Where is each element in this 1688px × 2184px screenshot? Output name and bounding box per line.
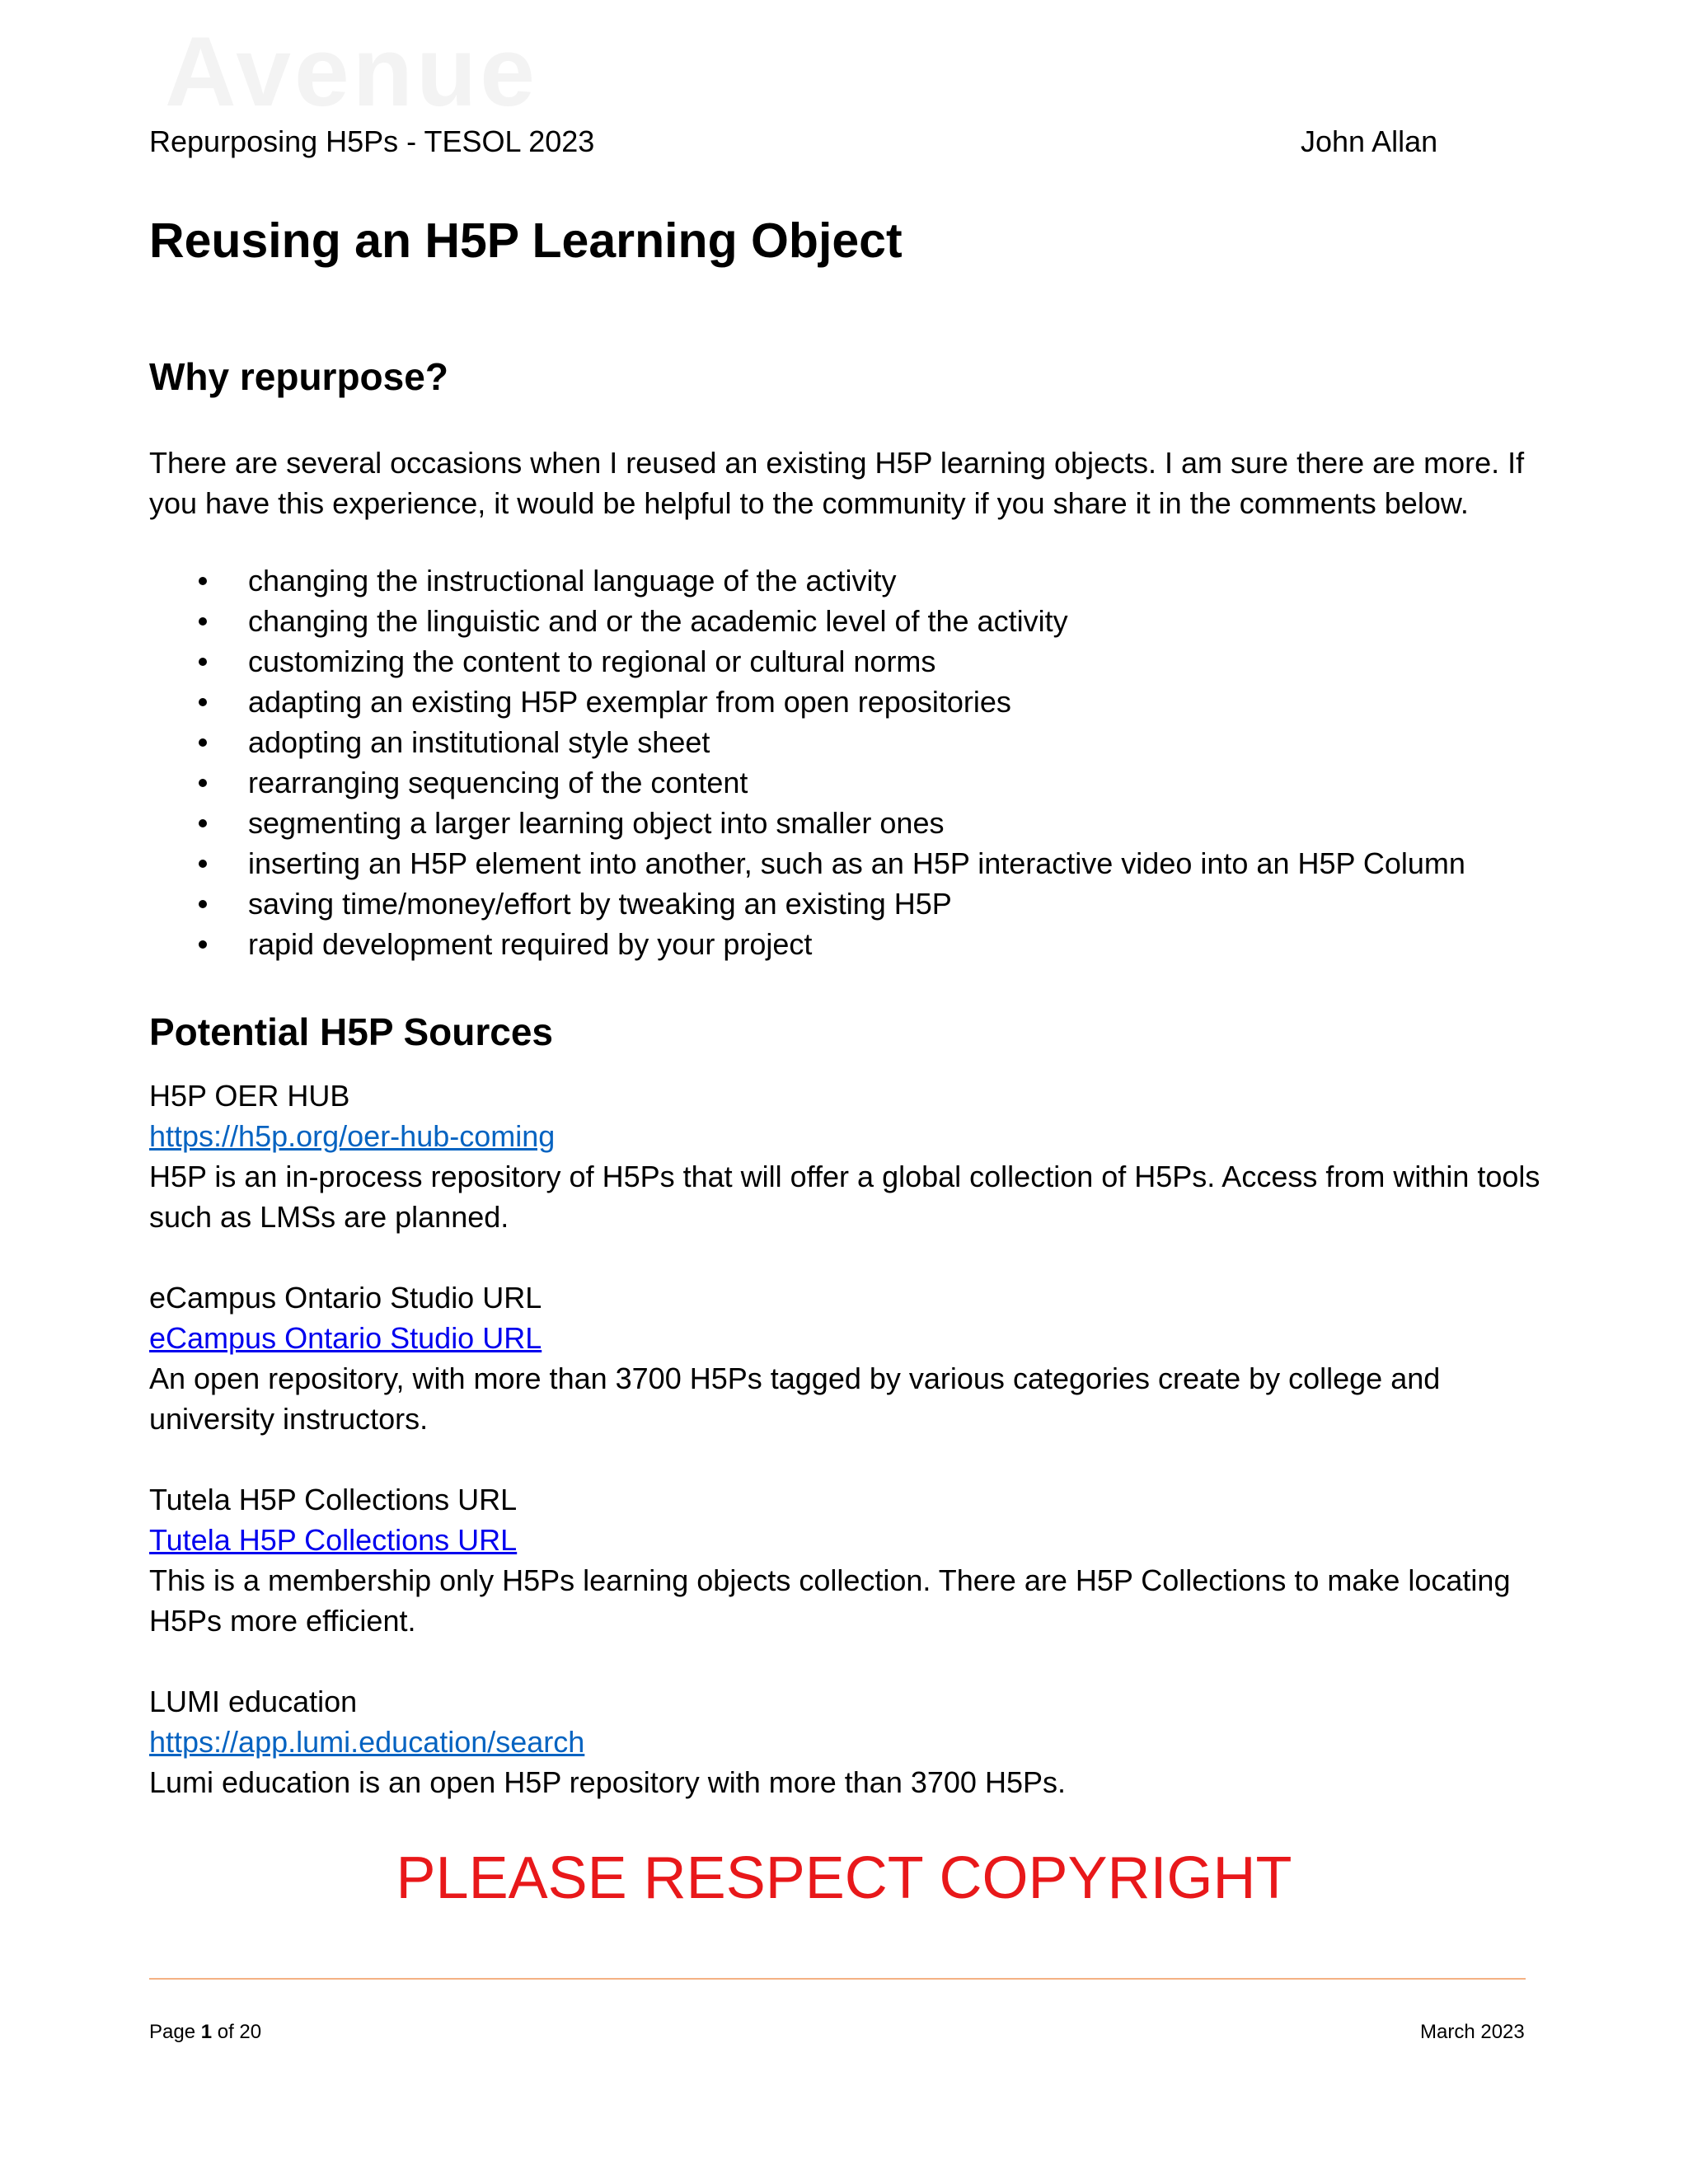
- section-heading-sources: Potential H5P Sources: [149, 1010, 553, 1053]
- copyright-notice: PLEASE RESPECT COPYRIGHT: [396, 1845, 1292, 1911]
- footer-divider: [149, 1978, 1526, 1980]
- faded-watermark-logo: Avenue: [165, 16, 539, 127]
- source-name: Tutela H5P Collections URL: [149, 1483, 518, 1516]
- list-item-text: inserting an H5P element into another, such as an H5P interactive video into an H5P Column: [248, 846, 1465, 880]
- intro-paragraph: There are several occasions when I reused an existing H5P learning objects. I am sure there are more. If you have this experience, it would be helpful to the community if you share it in the comments below.: [149, 446, 1525, 520]
- source-description: This is a membership only H5Ps learning objects collection. There are H5P Collections to make locating H5Ps more efficient.: [149, 1563, 1511, 1638]
- source-link[interactable]: https://h5p.org/oer-hub-coming: [149, 1119, 556, 1153]
- reasons-list: [149, 560, 1465, 964]
- bullet-icon: [199, 779, 207, 787]
- source-link[interactable]: eCampus Ontario Studio URL: [149, 1321, 542, 1355]
- list-item-text: adopting an institutional style sheet: [248, 725, 710, 759]
- list-item-text: customizing the content to regional or cultural norms: [248, 644, 936, 678]
- list-item-text: rearranging sequencing of the content: [248, 766, 748, 799]
- bullet-icon: [199, 940, 207, 949]
- source-name: H5P OER HUB: [149, 1079, 350, 1113]
- bullet-icon: [199, 819, 207, 827]
- list-item: [149, 924, 1465, 964]
- page-number-suffix: of 20: [212, 2021, 262, 2043]
- bullet-icon: [199, 900, 207, 908]
- source-lumi-education: [149, 1681, 1550, 1802]
- page-title: Reusing an H5P Learning Object: [149, 213, 903, 268]
- source-link[interactable]: https://app.lumi.education/search: [149, 1725, 585, 1759]
- section-heading-why-repurpose: Why repurpose?: [149, 355, 448, 398]
- page-number: [149, 2021, 261, 2044]
- list-item: [149, 803, 1465, 843]
- bullet-icon: [199, 658, 207, 666]
- list-item: [149, 682, 1465, 722]
- bullet-icon: [199, 860, 207, 868]
- list-item-text: rapid development required by your project: [248, 927, 813, 961]
- source-description: Lumi education is an open H5P repository with more than 3700 H5Ps.: [149, 1765, 1066, 1799]
- list-item-text: changing the linguistic and or the academic level of the activity: [248, 604, 1068, 638]
- page-number-current: 1: [200, 2021, 213, 2043]
- source-description: An open repository, with more than 3700 H5Ps tagged by various categories create by college and university instructors.: [149, 1361, 1441, 1436]
- list-item: [149, 641, 1465, 682]
- list-item-text: adapting an existing H5P exemplar from open repositories: [248, 685, 1011, 719]
- bullet-icon: [199, 577, 207, 585]
- list-item-text: changing the instructional language of the activity: [248, 564, 897, 598]
- source-h5p-oer-hub: [149, 1076, 1550, 1237]
- bullet-icon: [199, 738, 207, 747]
- source-name: eCampus Ontario Studio URL: [149, 1281, 542, 1315]
- header-document-title: Repurposing H5Ps - TESOL 2023: [149, 124, 595, 158]
- bullet-icon: [199, 617, 207, 626]
- page-number-prefix: Page: [149, 2021, 201, 2043]
- source-ecampus-ontario: [149, 1277, 1550, 1439]
- list-item: [149, 883, 1465, 924]
- footer-date: March 2023: [1420, 2021, 1525, 2043]
- list-item: [149, 762, 1465, 803]
- bullet-icon: [199, 698, 207, 706]
- source-name: LUMI education: [149, 1685, 358, 1718]
- list-item: [149, 843, 1465, 883]
- list-item-text: saving time/money/effort by tweaking an existing H5P: [248, 887, 952, 921]
- source-tutela: [149, 1479, 1550, 1641]
- list-item: [149, 722, 1465, 762]
- list-item-text: segmenting a larger learning object into smaller ones: [248, 806, 945, 840]
- source-link[interactable]: Tutela H5P Collections URL: [149, 1523, 518, 1557]
- header-author: John Allan: [1301, 124, 1438, 158]
- list-item: [149, 601, 1465, 641]
- list-item: [149, 560, 1465, 601]
- source-description: H5P is an in-process repository of H5Ps that will offer a global collection of H5Ps. Access from within tools such as LMSs are planned.: [149, 1160, 1540, 1234]
